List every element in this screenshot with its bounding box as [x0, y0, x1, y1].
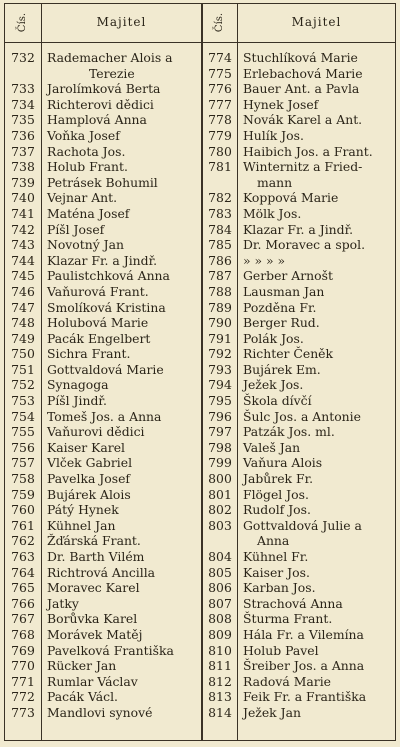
table-row [5, 705, 201, 721]
table-row [203, 440, 395, 456]
owner-name: Ježek Jan [243, 704, 301, 720]
house-number: 761 [11, 517, 35, 533]
table-row [5, 502, 201, 518]
house-number: 799 [208, 455, 232, 471]
table-row [203, 518, 395, 534]
house-number: 734 [11, 96, 35, 112]
house-number: 738 [11, 159, 35, 175]
table-row [203, 284, 395, 300]
house-number: 812 [208, 673, 232, 689]
table-row [203, 596, 395, 612]
house-number: 748 [11, 315, 35, 331]
table-row [203, 502, 395, 518]
house-number: 781 [208, 159, 232, 175]
house-number: 769 [11, 642, 35, 658]
owner-name: Klazar Fr. a Jindř. [243, 221, 354, 237]
table-row [203, 253, 395, 269]
table-border-right [395, 3, 396, 741]
table-row [5, 253, 201, 269]
table-border-bottom [4, 740, 396, 741]
table-row [5, 190, 201, 206]
house-number: 779 [208, 127, 232, 143]
table-row [5, 596, 201, 612]
owner-name: Borůvka Karel [47, 611, 138, 627]
table-row [203, 112, 395, 128]
owner-name: Jatky [47, 595, 79, 611]
register-table [4, 3, 396, 741]
table-row [5, 487, 201, 503]
table-row [203, 471, 395, 487]
owner-name: Tomeš Jos. a Anna [47, 408, 162, 424]
table-row [203, 409, 395, 425]
table-row [203, 674, 395, 690]
table-row [203, 346, 395, 362]
table-row [5, 424, 201, 440]
house-number: 798 [208, 439, 232, 455]
house-number: 746 [11, 283, 35, 299]
owner-name: Polák Jos. [243, 330, 304, 346]
house-number: 747 [11, 299, 35, 315]
house-number: 756 [11, 439, 35, 455]
table-row [203, 222, 395, 238]
house-number: 743 [11, 237, 35, 253]
table-row [5, 658, 201, 674]
house-number: 772 [11, 689, 35, 705]
owner-name: Voňka Josef [47, 127, 120, 143]
house-number: 794 [208, 377, 232, 393]
house-number: 795 [208, 393, 232, 409]
owner-name: Gottvaldová Marie [47, 361, 164, 377]
house-number: 740 [11, 190, 35, 206]
owner-name: Synagoga [47, 377, 109, 393]
owner-name: Rücker Jan [47, 658, 117, 674]
table-row [5, 674, 201, 690]
owner-name: Radová Marie [243, 673, 332, 689]
owner-name: Hulík Jos. [243, 127, 304, 143]
owner-name: Vlček Gabriel [47, 455, 133, 471]
house-number: 790 [208, 315, 232, 331]
table-row [203, 393, 395, 409]
owner-name: Bauer Ant. a Pavla [243, 81, 360, 97]
owner-name: Kaiser Karel [47, 439, 126, 455]
owner-name: Richter Čeněk [243, 346, 334, 362]
owner-name: Paulistchková Anna [47, 268, 170, 284]
house-number: 741 [11, 205, 35, 221]
owner-name: Klazar Fr. a Jindř. [47, 252, 158, 268]
house-number: 732 [11, 50, 35, 65]
house-number: 796 [208, 408, 232, 424]
owner-name: Erlebachová Marie [243, 65, 363, 81]
house-number: 775 [208, 65, 232, 81]
house-number: 764 [11, 564, 35, 580]
house-number: 742 [11, 221, 35, 237]
owner-name: Richtrová Ancilla [47, 564, 156, 580]
owner-name: Vaňurová Frant. [47, 283, 149, 299]
table-row [5, 346, 201, 362]
house-number: 802 [208, 502, 232, 518]
house-number: 768 [11, 626, 35, 642]
table-row [5, 362, 201, 378]
house-number: 744 [11, 252, 35, 268]
owner-name: Rademacher Alois a [47, 50, 173, 65]
house-number: 788 [208, 283, 232, 299]
house-number: 778 [208, 112, 232, 128]
house-number: 807 [208, 595, 232, 611]
house-number: 793 [208, 361, 232, 377]
house-number: 771 [11, 673, 35, 689]
table-row [5, 393, 201, 409]
header-owner-left: Majitel [96, 15, 147, 29]
house-number: 753 [11, 393, 35, 409]
owner-name: Smolíková Kristina [47, 299, 166, 315]
owner-name: Lausman Jan [243, 283, 325, 299]
table-row [203, 190, 395, 206]
table-row [203, 81, 395, 97]
owner-name: Píšl Josef [47, 221, 105, 237]
house-number: 783 [208, 205, 232, 221]
house-number: 776 [208, 81, 232, 97]
house-number: 749 [11, 330, 35, 346]
owner-name: Anna [257, 533, 290, 549]
owner-name: Valeš Jan [243, 439, 301, 455]
table-row [203, 268, 395, 284]
owner-name: Škola dívčí [243, 393, 312, 409]
house-number: 757 [11, 455, 35, 471]
owner-name: Stuchlíková Marie [243, 50, 358, 65]
table-row [5, 518, 201, 534]
table-row [5, 268, 201, 284]
owner-name: Berger Rud. [243, 315, 320, 331]
owner-name: Jabůrek Fr. [243, 471, 314, 487]
header-rule [4, 42, 396, 43]
table-row [5, 284, 201, 300]
house-number: 735 [11, 112, 35, 128]
owner-name: Dr. Moravec a spol. [243, 237, 366, 253]
owner-name: Jarolímková Berta [47, 81, 161, 97]
house-number: 814 [208, 704, 232, 720]
table-row [5, 440, 201, 456]
owner-name: Kühnel Jan [47, 517, 116, 533]
house-number: 760 [11, 502, 35, 518]
owner-name: Holub Frant. [47, 159, 128, 175]
table-row [5, 128, 201, 144]
owner-name: Winternitz a Fried- [243, 159, 363, 175]
owner-name: Feik Fr. a Františka [243, 689, 367, 705]
owner-name: Vejnar Ant. [47, 190, 118, 206]
table-row [5, 300, 201, 316]
house-number: 787 [208, 268, 232, 284]
table-row [5, 159, 201, 175]
house-number: 782 [208, 190, 232, 206]
house-number: 800 [208, 471, 232, 487]
table-row [203, 300, 395, 316]
owner-name: Pozděna Fr. [243, 299, 317, 315]
house-number: 739 [11, 174, 35, 190]
house-number: 797 [208, 424, 232, 440]
table-row [5, 144, 201, 160]
table-row [5, 377, 201, 393]
table-row [5, 455, 201, 471]
house-number: 774 [208, 50, 232, 65]
owner-name: Pacák Engelbert [47, 330, 151, 346]
house-number: 808 [208, 611, 232, 627]
house-number: 751 [11, 361, 35, 377]
house-number: 810 [208, 642, 232, 658]
owner-name: Flögel Jos. [243, 486, 309, 502]
house-number: 784 [208, 221, 232, 237]
table-row [203, 424, 395, 440]
house-number: 767 [11, 611, 35, 627]
house-number: 791 [208, 330, 232, 346]
table-row [203, 175, 395, 191]
owner-name: Šturma Frant. [243, 611, 333, 627]
table-row [5, 643, 201, 659]
owner-name: Píšl Jindř. [47, 393, 107, 409]
owner-name: Mölk Jos. [243, 205, 302, 221]
house-number: 754 [11, 408, 35, 424]
owner-name: Pátý Hynek [47, 502, 119, 518]
table-row [203, 565, 395, 581]
table-row [5, 611, 201, 627]
house-number: 752 [11, 377, 35, 393]
owner-name: Pavelka Josef [47, 471, 131, 487]
house-number: 786 [208, 252, 232, 268]
owner-name: Strachová Anna [243, 595, 343, 611]
house-number: 755 [11, 424, 35, 440]
table-row [203, 206, 395, 222]
house-number: 736 [11, 127, 35, 143]
house-number: 803 [208, 517, 232, 533]
house-number: 785 [208, 237, 232, 253]
house-number: 813 [208, 689, 232, 705]
house-number: 792 [208, 346, 232, 362]
house-number: 745 [11, 268, 35, 284]
table-row [203, 455, 395, 471]
table-row [203, 159, 395, 175]
table-row [203, 362, 395, 378]
owner-name: Šreiber Jos. a Anna [243, 658, 365, 674]
table-row [5, 409, 201, 425]
table-row [5, 331, 201, 347]
header-owner-right: Majitel [291, 15, 342, 29]
owner-name: Kaiser Jos. [243, 564, 310, 580]
owner-name: Gerber Arnošt [243, 268, 333, 284]
table-row [203, 487, 395, 503]
house-number: 804 [208, 549, 232, 564]
table-row [5, 565, 201, 581]
table-row [5, 689, 201, 705]
owner-name: Gottvaldová Julie a [243, 517, 362, 533]
right-entries [203, 50, 395, 721]
owner-name: Novotný Jan [47, 237, 124, 253]
house-number: 773 [11, 704, 35, 720]
owner-name: Vaňurovi dědici [47, 424, 145, 440]
owner-name: Dr. Barth Vilém [47, 549, 145, 564]
house-number: 811 [208, 658, 232, 674]
table-row [5, 112, 201, 128]
owner-name: Bujárek Alois [47, 486, 131, 502]
owner-name: Hála Fr. a Vilemína [243, 626, 364, 642]
owner-name: Mandlovi synové [47, 704, 153, 720]
owner-name: Rumlar Václav [47, 673, 138, 689]
owner-name: Novák Karel a Ant. [243, 112, 363, 128]
header-number-left: Čís. [17, 12, 29, 32]
table-row [5, 580, 201, 596]
table-row [203, 549, 395, 565]
owner-name: Patzák Jos. ml. [243, 424, 335, 440]
table-row [5, 471, 201, 487]
owner-name: Rudolf Jos. [243, 502, 311, 518]
owner-name: Bujárek Em. [243, 361, 321, 377]
owner-name: Terezie [89, 65, 135, 81]
owner-name: Rachota Jos. [47, 143, 126, 159]
house-number: 789 [208, 299, 232, 315]
table-row [203, 128, 395, 144]
house-number: 809 [208, 626, 232, 642]
house-number: 801 [208, 486, 232, 502]
table-row [203, 580, 395, 596]
table-row [203, 97, 395, 113]
table-row [5, 533, 201, 549]
table-row [203, 144, 395, 160]
table-row [203, 658, 395, 674]
table-row [5, 315, 201, 331]
owner-name: Karban Jos. [243, 580, 316, 596]
owner-name: Vaňura Alois [243, 455, 323, 471]
table-row [5, 222, 201, 238]
house-number: 733 [11, 81, 35, 97]
house-number: 758 [11, 471, 35, 487]
house-number: 737 [11, 143, 35, 159]
table-row [203, 689, 395, 705]
left-entries [5, 50, 201, 721]
house-number: 770 [11, 658, 35, 674]
table-row [5, 66, 201, 82]
house-number: 750 [11, 346, 35, 362]
house-number: 759 [11, 486, 35, 502]
table-row [203, 533, 395, 549]
owner-name: Pavelková Františka [47, 642, 174, 658]
owner-name: Haibich Jos. a Frant. [243, 143, 373, 159]
table-row [5, 549, 201, 565]
house-number: 766 [11, 595, 35, 611]
owner-name: Hamplová Anna [47, 112, 147, 128]
header-number-right: Čís. [214, 12, 226, 32]
table-row [203, 643, 395, 659]
owner-name: Pacák Václ. [47, 689, 118, 705]
owner-name: Moravec Karel [47, 580, 140, 596]
house-number: 777 [208, 96, 232, 112]
owner-name: Maténa Josef [47, 205, 130, 221]
owner-name: Holubová Marie [47, 315, 149, 331]
owner-name: Ježek Jos. [243, 377, 304, 393]
house-number: 805 [208, 564, 232, 580]
table-row [5, 206, 201, 222]
house-number: 806 [208, 580, 232, 596]
house-number: 763 [11, 549, 35, 564]
table-row [5, 175, 201, 191]
owner-name: Šulc Jos. a Antonie [243, 408, 361, 424]
house-number: 765 [11, 580, 35, 596]
owner-name: Sichra Frant. [47, 346, 131, 362]
table-row [203, 315, 395, 331]
table-row [203, 66, 395, 82]
table-row [5, 81, 201, 97]
table-row [203, 331, 395, 347]
table-row [203, 50, 395, 66]
table-row [203, 705, 395, 721]
table-row [5, 97, 201, 113]
house-number: 762 [11, 533, 35, 549]
table-row [5, 50, 201, 66]
owner-name: Koppová Marie [243, 190, 339, 206]
owner-name: Petrásek Bohumil [47, 174, 158, 190]
owner-name: Morávek Matěj [47, 626, 143, 642]
table-row [203, 237, 395, 253]
owner-name: Richterovi dědici [47, 96, 154, 112]
table-row [203, 627, 395, 643]
table-row [203, 377, 395, 393]
owner-name: mann [257, 174, 293, 190]
owner-name: Kühnel Fr. [243, 549, 309, 564]
owner-name: » » » » [243, 252, 286, 268]
table-row [5, 237, 201, 253]
house-number: 780 [208, 143, 232, 159]
table-row [5, 627, 201, 643]
owner-name: Hynek Josef [243, 96, 319, 112]
owner-name: Žďárská Frant. [47, 533, 141, 549]
owner-name: Holub Pavel [243, 642, 319, 658]
table-row [203, 611, 395, 627]
